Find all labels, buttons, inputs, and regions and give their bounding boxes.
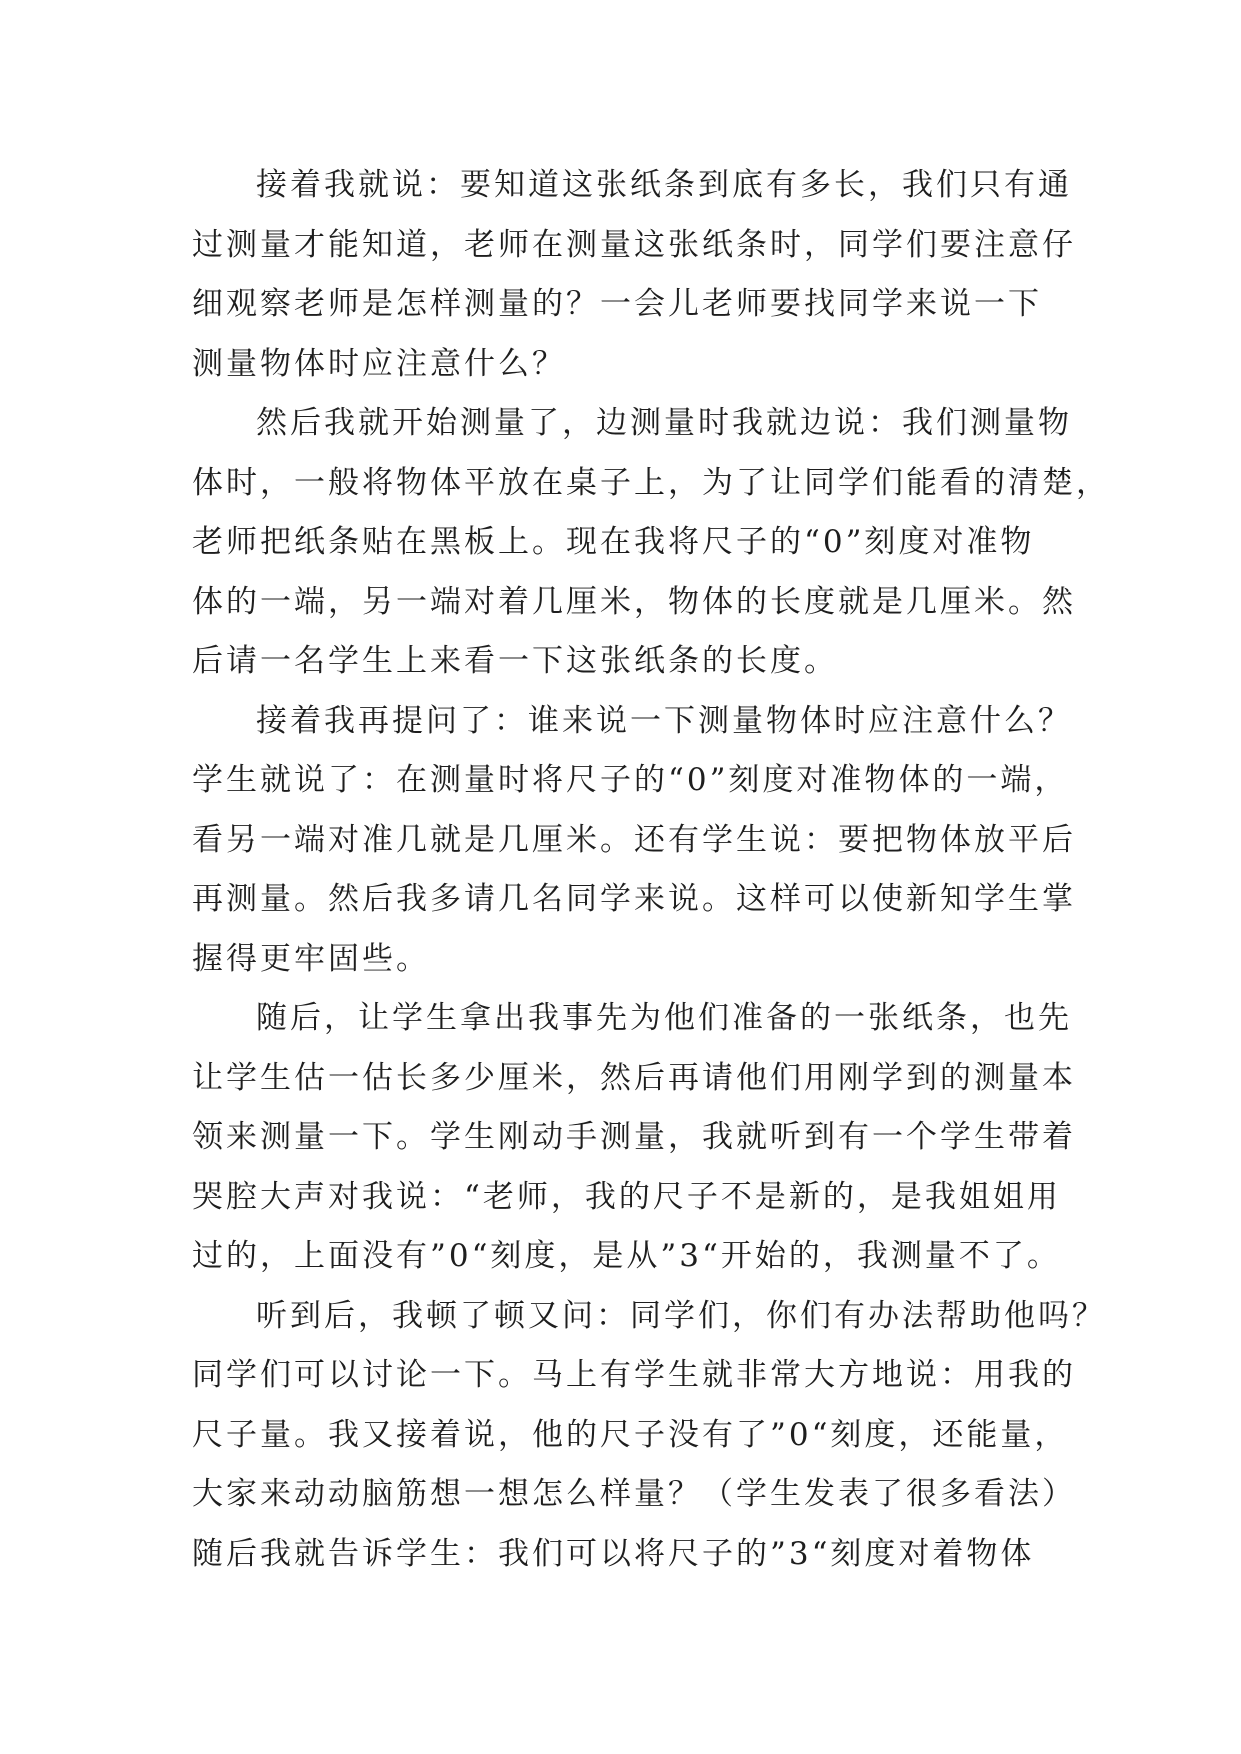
text-line: 接着我就说：要知道这张纸条到底有多长，我们只有通 [256, 167, 1072, 203]
text-line: 学生就说了：在测量时将尺子的“0”刻度对准物体的一端， [192, 762, 1069, 798]
text-line: 接着我再提问了：谁来说一下测量物体时应注意什么？ [256, 702, 1072, 739]
text-line: 尺子量。我又接着说，他的尺子没有了”0“刻度，还能量， [192, 1416, 1069, 1453]
paragraph-4 [192, 989, 1076, 1287]
text-line: 测量物体时应注意什么？ [192, 345, 566, 382]
text-line: 随后，让学生拿出我事先为他们准备的一张纸条，也先 [256, 1000, 1072, 1036]
document-body [192, 156, 1110, 1584]
text-line: 握得更牢固些。 [192, 940, 430, 977]
text-line: 然后我就开始测量了，边测量时我就边说：我们测量物 [256, 405, 1072, 441]
text-line: 细观察老师是怎样测量的？一会儿老师要找同学来说一下 [192, 286, 1042, 322]
text-line: 后请一名学生上来看一下这张纸条的长度。 [192, 643, 838, 679]
text-line: 老师把纸条贴在黑板上。现在我将尺子的“0”刻度对准物 [192, 524, 1035, 560]
paragraph-1 [192, 156, 1076, 394]
text-line: 看另一端对准几就是几厘米。还有学生说：要把物体放平后 [192, 821, 1076, 858]
text-line: 大家来动动脑筋想一想怎么样量？（学生发表了很多看法） [192, 1476, 1076, 1512]
text-line: 听到后，我顿了顿又问：同学们，你们有办法帮助他吗？ [256, 1297, 1106, 1334]
text-line: 让学生估一估长多少厘米，然后再请他们用刚学到的测量本 [192, 1059, 1076, 1096]
text-line: 随后我就告诉学生：我们可以将尺子的”3“刻度对着物体 [192, 1535, 1035, 1572]
text-line: 同学们可以讨论一下。马上有学生就非常大方地说：用我的 [192, 1357, 1076, 1393]
text-line: 哭腔大声对我说：“老师，我的尺子不是新的，是我姐姐用 [192, 1178, 1061, 1215]
text-line: 体的一端，另一端对着几厘米，物体的长度就是几厘米。然 [192, 583, 1076, 620]
text-line: 体时，一般将物体平放在桌子上，为了让同学们能看的清楚， [192, 464, 1110, 501]
paragraph-5 [192, 1287, 1106, 1585]
text-line: 过的，上面没有”0“刻度，是从”3“开始的，我测量不了。 [192, 1238, 1061, 1274]
text-line: 再测量。然后我多请几名同学来说。这样可以使新知学生掌 [192, 881, 1076, 917]
paragraph-3 [192, 692, 1076, 990]
text-line: 领来测量一下。学生刚动手测量，我就听到有一个学生带着 [192, 1119, 1076, 1155]
text-line: 过测量才能知道，老师在测量这张纸条时，同学们要注意仔 [192, 226, 1076, 263]
paragraph-2 [192, 394, 1110, 692]
